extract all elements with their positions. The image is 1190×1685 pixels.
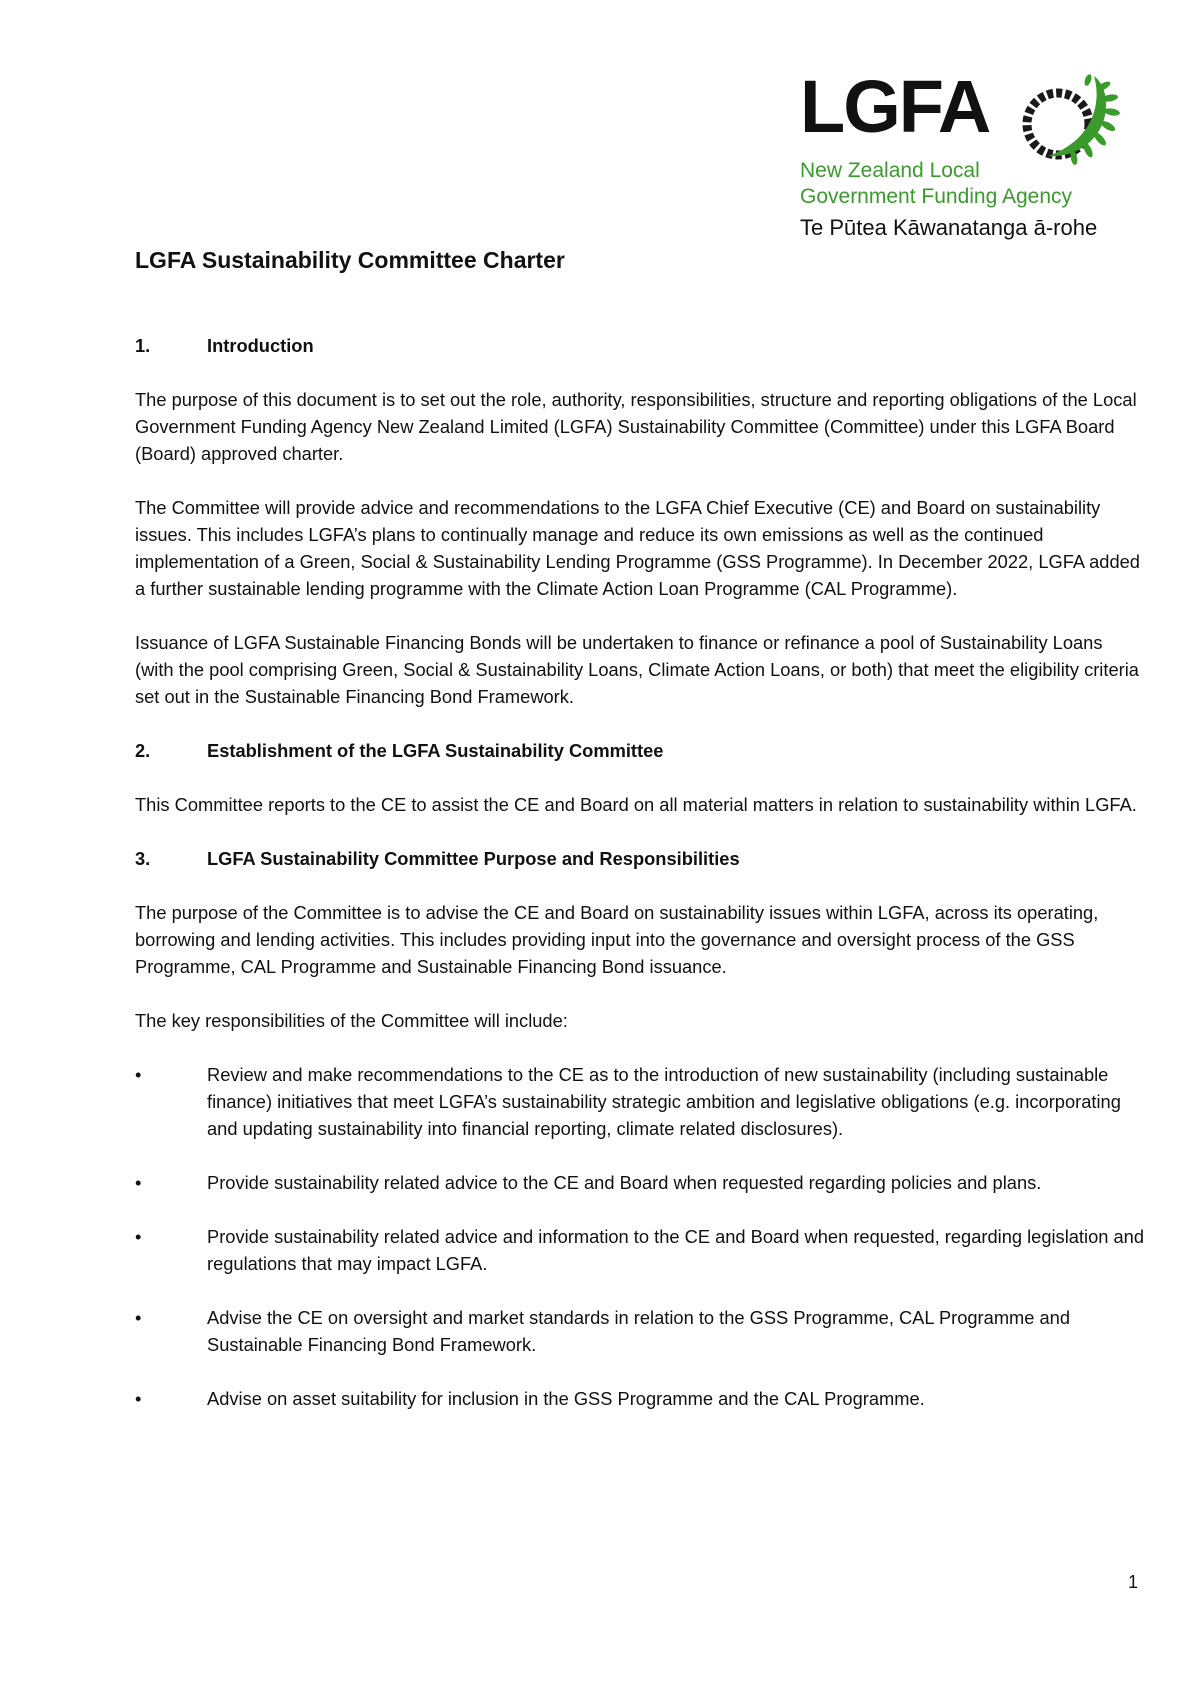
- section-title: Establishment of the LGFA Sustainability Committee: [207, 740, 664, 761]
- bullet-item: [135, 1061, 1145, 1142]
- section-number: 1.: [135, 335, 151, 356]
- section-heading: [135, 332, 1145, 359]
- bullet-icon: •: [135, 1226, 142, 1247]
- paragraph: The Committee will provide advice and recommendations to the LGFA Chief Executive (CE) and Board on sustainability issues. This includes LGFA’s plans to continually manage and reduce its own emissions as well as the continued implementation of a Green, Social & Sustainability Lending Programme (GSS Programme). In December 2022, LGFA added a further sustainable lending programme with the Climate Action Loan Programme (CAL Programme).: [135, 497, 1140, 599]
- bullet-item: [135, 1304, 1145, 1358]
- section-title: Introduction: [207, 335, 314, 356]
- paragraph: The key responsibilities of the Committee will include:: [135, 1010, 568, 1031]
- paragraph: The purpose of this document is to set out the role, authority, responsibilities, structure and reporting obligations of the Local Government Funding Agency New Zealand Limited (LGFA) Sustainability Committee (Committee) under this LGFA Board (Board) approved charter.: [135, 389, 1137, 464]
- bullet-item: [135, 1223, 1145, 1277]
- fern-emblem-icon: [1018, 72, 1124, 178]
- logo-line-3: Te Pūtea Kāwanatanga ā-rohe: [800, 215, 1098, 240]
- bullet-icon: •: [135, 1307, 142, 1328]
- logo-line-1: New Zealand Local: [800, 159, 980, 182]
- document-body: [135, 332, 1145, 1439]
- bullet-text: Provide sustainability related advice to the CE and Board when requested regarding policies and plans.: [207, 1172, 1042, 1193]
- section-heading: [135, 845, 1145, 872]
- logo-line-2: Government Funding Agency: [800, 185, 1072, 208]
- bullet-item: [135, 1385, 1145, 1412]
- section-heading: [135, 737, 1145, 764]
- paragraph: Issuance of LGFA Sustainable Financing Bonds will be undertaken to finance or refinance a pool of Sustainability Loans (with the pool comprising Green, Social & Sustainability Loans, Climate Action Loans, or both) that meet the eligibility criteria set out in the Sustainable Financing Bond Framework.: [135, 632, 1139, 707]
- lgfa-logo: [800, 65, 1145, 245]
- section-number: 2.: [135, 740, 151, 761]
- bullet-icon: •: [135, 1388, 142, 1409]
- bullet-item: [135, 1169, 1145, 1196]
- section-number: 3.: [135, 848, 151, 869]
- bullet-icon: •: [135, 1172, 142, 1193]
- bullet-text: Advise the CE on oversight and market standards in relation to the GSS Programme, CAL Programme and Sustainable Financing Bond Framework.: [207, 1307, 1071, 1355]
- section-title: LGFA Sustainability Committee Purpose and Responsibilities: [207, 848, 740, 869]
- paragraph: This Committee reports to the CE to assist the CE and Board on all material matters in relation to sustainability within LGFA.: [135, 794, 1137, 815]
- bullet-text: Advise on asset suitability for inclusion in the GSS Programme and the CAL Programme.: [207, 1388, 925, 1409]
- logo-wordmark: LGFA: [800, 65, 990, 148]
- bullet-text: Provide sustainability related advice and information to the CE and Board when requested, regarding legislation and regulations that may impact LGFA.: [207, 1226, 1144, 1274]
- paragraph: The purpose of the Committee is to advise the CE and Board on sustainability issues within LGFA, across its operating, borrowing and lending activities. This includes providing input into the governance and oversight process of the GSS Programme, CAL Programme and Sustainable Financing Bond issuance.: [135, 902, 1099, 977]
- document-title: LGFA Sustainability Committee Charter: [135, 247, 565, 273]
- page-number: 1: [1127, 1572, 1138, 1592]
- bullet-icon: •: [135, 1064, 142, 1085]
- bullet-text: Review and make recommendations to the CE as to the introduction of new sustainability (including sustainable finance) initiatives that meet LGFA’s sustainability strategic ambition and legislative obligations (e.g. incorporating and updating sustainability into financial reporting, climate related disclosures).: [207, 1064, 1121, 1139]
